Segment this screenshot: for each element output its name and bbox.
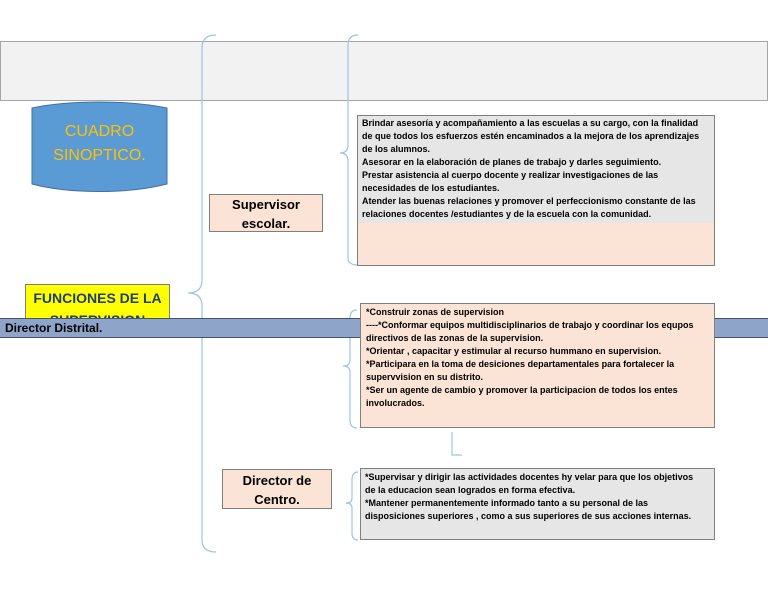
distrital-desc-line: *Construir zonas de supervision [366, 307, 505, 317]
distrital-stub [452, 432, 462, 455]
distrital-desc-line: directivos de las zonas de la supervision. [366, 333, 544, 343]
distrital-desc-line: supervvision en su distrito. [366, 372, 484, 382]
supervisor-label-line1: Supervisor [232, 197, 300, 212]
director-centro-label-line1: Director de [242, 473, 312, 488]
supervisor-brace [340, 35, 358, 265]
supervisor-desc-line: de que todos los esfuerzos estén encaminados a la mejora de los aprendizajes [362, 131, 700, 141]
director-centro-box [222, 469, 332, 509]
distrital-desc-line: ----*Conformar equipos multidisciplinarios de trabajo y coordinar los equpos [366, 320, 694, 330]
banner-title [32, 120, 167, 180]
director-distrital-description [360, 303, 715, 428]
supervisor-description [357, 115, 715, 266]
distrital-desc-line: involucrados. [366, 398, 425, 408]
supervisor-escolar-box [209, 194, 323, 232]
banner-title-line1: CUADRO [64, 123, 135, 140]
distrital-desc-line: *Orientar , capacitar y estimular al recurso hummano en supervision. [366, 346, 662, 356]
centro-brace [346, 472, 358, 540]
centro-desc-line: de la educacion sean logrados en forma efectiva. [365, 485, 576, 495]
supervisor-desc-line: Brindar asesoría y acompañamiento a las escuelas a su cargo, con la finalidad [362, 118, 699, 128]
centro-desc-line: *Mantener permanentemente informado tanto a su personal de las [365, 498, 649, 508]
director-distrital-label: Director Distrital. [5, 321, 103, 335]
main-topic-line1: FUNCIONES DE LA [33, 290, 162, 306]
supervisor-desc-line: de los alumnos. [362, 144, 431, 154]
supervisor-desc-line: necesidades de los estudiantes. [362, 183, 500, 193]
centro-desc-line: disposiciones superiores , como a sus superiores de sus acciones internas. [365, 511, 692, 521]
supervisor-desc-line: relaciones docentes /estudiantes y de la escuela con la comunidad. [362, 209, 652, 219]
main-brace [188, 35, 216, 552]
supervisor-desc-line: Prestar asistencia al cuerpo docente y realizar investigaciones de las [362, 170, 659, 180]
director-centro-description [360, 468, 715, 540]
banner-title-line2: SINOPTICO. [53, 147, 146, 164]
distrital-desc-line: *Participara en la toma de desiciones departamentales para fortalecer la [366, 359, 675, 369]
supervisor-desc-line: Atender las buenas relaciones y promover el perfeccionismo constante de las [362, 196, 696, 206]
director-centro-label-line2: Centro. [254, 492, 300, 507]
centro-desc-line: *Supervisar y dirigir las actividades docentes hy velar para que los objetivos [365, 472, 694, 482]
distrital-desc-line: *Ser un agente de cambio y promover la participacion de todos los entes [366, 385, 678, 395]
supervisor-label-line2: escolar. [241, 216, 291, 231]
supervisor-desc-line: Asesorar en la elaboración de planes de trabajo y darles seguimiento. [362, 157, 662, 167]
